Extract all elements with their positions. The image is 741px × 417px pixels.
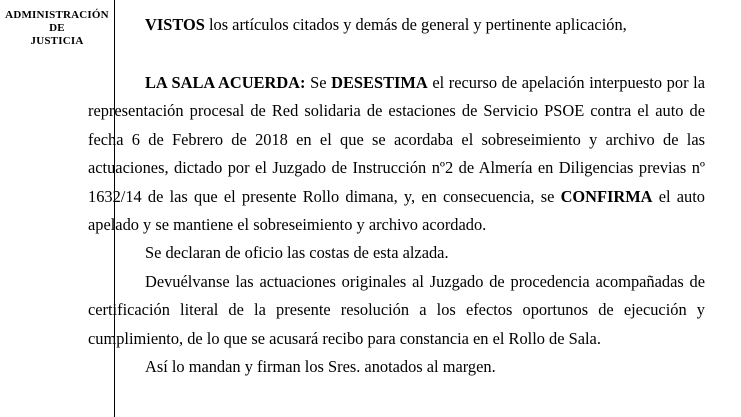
header-line-administracion: ADMINISTRACIÓN <box>5 9 109 21</box>
acuerda-line-1: LA SALA ACUERDA: Se DESESTIMA el recurso de apelación interpuesto por la <box>145 73 705 92</box>
devuelvanse-line-2: certificación literal de la presente resolución a los efectos oportunos de ejecución y <box>88 300 705 319</box>
devuelvanse-line-3: cumplimiento, de lo que se acusará recibo para constancia en el Rollo de Sala. <box>88 329 601 348</box>
vistos-bold: VISTOS <box>145 15 205 34</box>
vistos-text: los artículos citados y demás de general y pertinente aplicación, <box>204 15 627 34</box>
acuerda-line-6: apelado y se mantiene el sobreseimiento y archivo acordado. <box>88 215 487 234</box>
acuerda-line-4: actuaciones, dictado por el Juzgado de Instrucción nº2 de Almería en Diligencias previas nº <box>88 158 705 177</box>
firma-paragraph: Así lo mandan y firman los Sres. anotados al margen. <box>145 357 496 376</box>
sala-acuerda-bold: LA SALA ACUERDA: <box>145 73 306 92</box>
margin-line <box>114 0 115 417</box>
court-header <box>0 9 114 48</box>
acuerda-line-2: representación procesal de Red solidaria de estaciones de Servicio PSOE contra el auto de <box>88 101 705 120</box>
confirma-bold: CONFIRMA <box>560 187 653 206</box>
vistos-paragraph <box>145 15 627 35</box>
header-line-de: DE <box>49 22 65 34</box>
desestima-bold: DESESTIMA <box>331 73 428 92</box>
header-line-justicia: JUSTICIA <box>30 35 84 47</box>
devuelvanse-line-1: Devuélvanse las actuaciones originales al Juzgado de procedencia acompañadas de <box>145 272 705 291</box>
acuerda-line-5: 1632/14 de las que el presente Rollo dimana, y, en consecuencia, se CONFIRMA el auto <box>88 187 705 206</box>
acuerda-line-3: fecha 6 de Febrero de 2018 en el que se acordaba el sobreseimiento y archivo de las <box>88 130 705 149</box>
costas-paragraph: Se declaran de oficio las costas de esta alzada. <box>145 243 449 262</box>
